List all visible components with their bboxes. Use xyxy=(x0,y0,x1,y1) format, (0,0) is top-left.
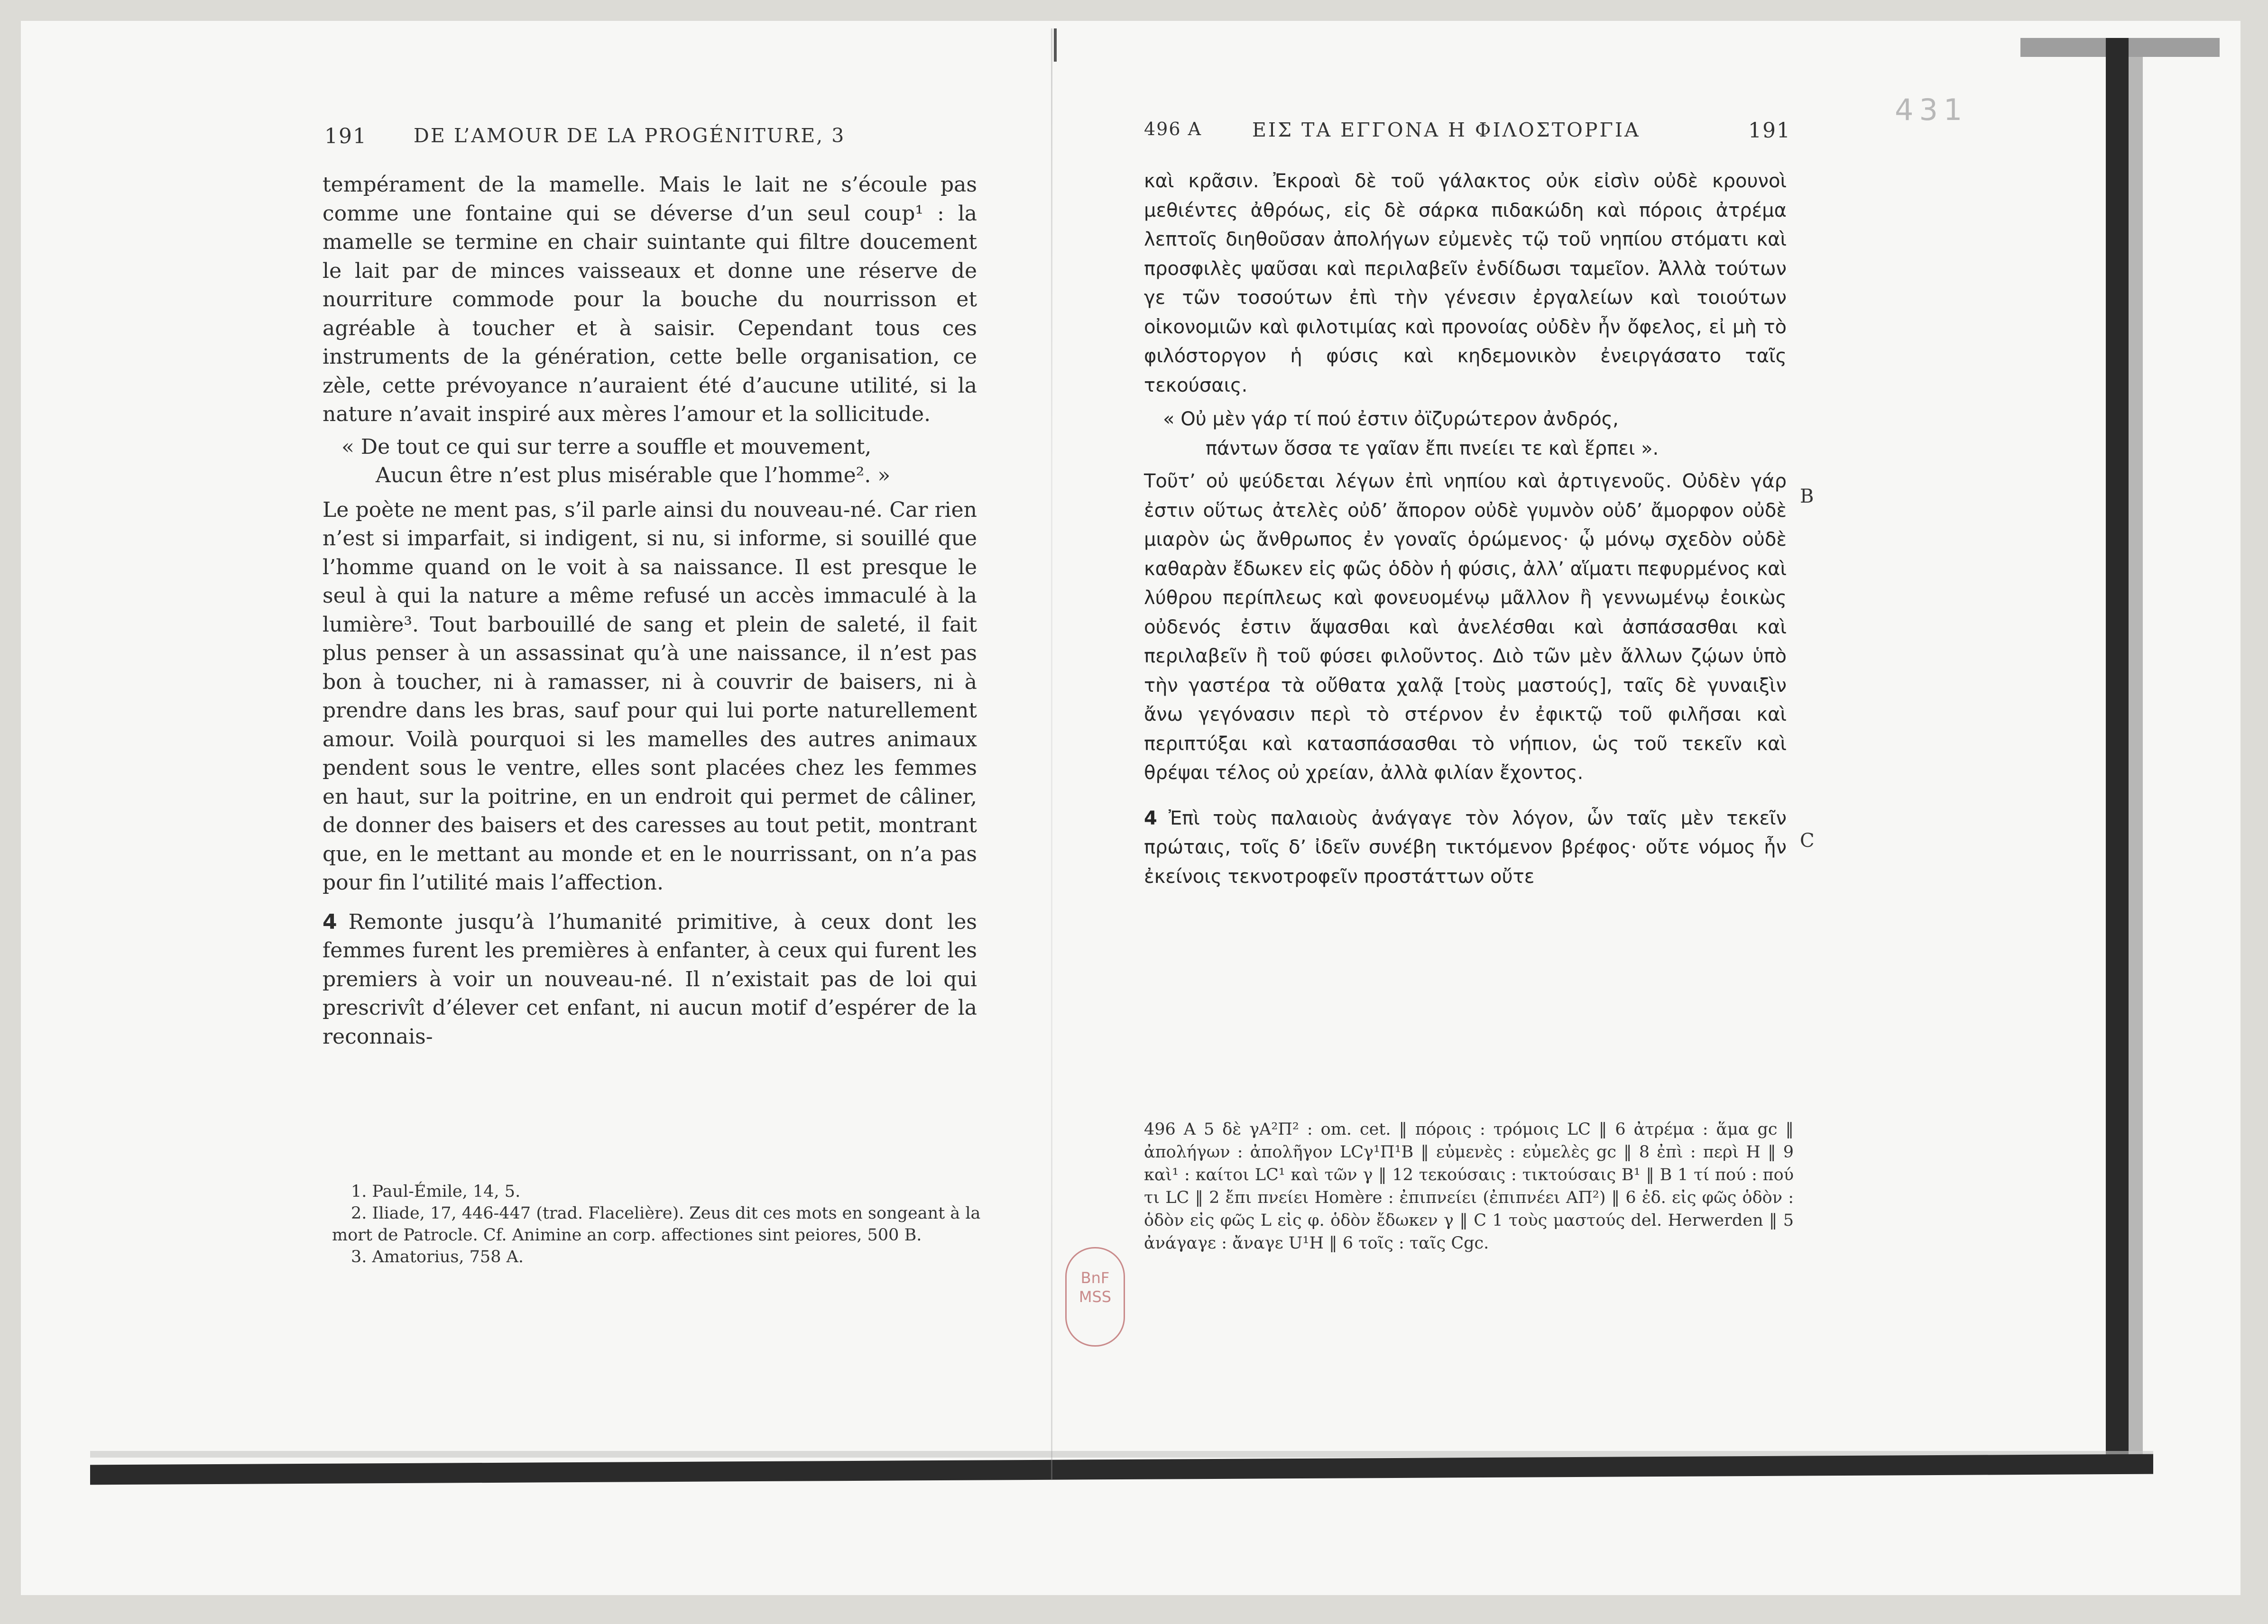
left-quotation xyxy=(323,433,977,490)
left-section-number: 4 xyxy=(323,909,337,934)
right-quote-line-2: πάντων ὅσσα τε γαῖαν ἔπι πνείει τε καὶ ἕρπει ». xyxy=(1206,437,1659,459)
library-stamp: BnF MSS xyxy=(1065,1247,1125,1347)
footnote-3: 3. Amatorius, 758 A. xyxy=(351,1248,524,1266)
left-quote-line-2: Aucun être n’est plus misérable que l’homme². » xyxy=(376,463,891,487)
right-quote-line-1: « Οὐ μὲν γάρ τί πού ἐστιν ὀϊζυρώτερον ἀνδρός, xyxy=(1163,408,1619,430)
left-page-number: 191 xyxy=(324,124,367,148)
right-section-4 xyxy=(1144,804,1787,892)
margin-letter-b: B xyxy=(1800,486,1814,507)
right-page-number: 191 xyxy=(1748,119,1791,143)
left-section-4 xyxy=(323,908,977,1052)
critical-apparatus: 496 A 5 δὲ γA²Π² : om. cet. ‖ πόροις : τρόμοις LC ‖ 6 ἀτρέμα : ἅμα gc ‖ ἀπολήγων : ἀπολῆγον LCγ¹Π¹B ‖ εὐμενὲς : εὐμελὲς gc ‖ 8 ἐπὶ : περὶ H ‖ 9 καὶ¹ : καίτοι LC¹ καὶ τῶν γ ‖ 12 τεκούσαις : τικτούσαις B¹ ‖ B 1 τί πού : πού τι LC ‖ 2 ἔπι πνείει Homère : ἐπιπνείει (ἐπιπνέει AΠ²) ‖ 6 ἐδ. εἰς φῶς ὁδὸν : ὁδὸν εἰς φῶς L εἰς φ. ὁδὸν ἔδωκεν γ ‖ C 1 τοὺς μαστούς del. Herwerden ‖ 5 ἀνάγαγε : ἄναγε U¹H ‖ 6 τοῖς : ταῖς Cgc. xyxy=(1144,1120,1794,1253)
left-paragraph-2: Le poète ne ment pas, s’il parle ainsi du nouveau-né. Car rien n’est si imparfait, si indigent, si nu, si informe, si souillé que l’homme quand on le voit à sa naissance. Il est presque le seul à qui la nature a même refusé un accès immaculé à la lumière³. Tout barbouillé de sang et plein de saleté, il fait plus penser à un assassinat qu’à une naissance, il n’est pas bon à toucher, ni à ramasser, ni à couvrir de baisers, ni à prendre dans les bras, sauf pour qui lui porte naturellement amour. Voilà pourquoi si les mamelles des autres animaux pendent sous le ventre, elles sont placées chez les femmes en haut, sur la poitrine, en un endroit qui permet de câliner, de donner des baisers et des caresses au tout petit, montrant que, en le mettant au monde et en le nourrissant, on n’a pas pour fin l’utilité mais l’affection. xyxy=(323,497,977,895)
left-page-body xyxy=(323,171,977,1051)
spine-mark xyxy=(1054,28,1057,62)
book-spine xyxy=(1051,28,1052,1479)
right-section-number: 4 xyxy=(1144,807,1157,829)
page-edge-right xyxy=(2106,38,2129,1470)
left-running-title: DE L’AMOUR DE LA PROGÉNITURE, 3 xyxy=(414,124,846,147)
right-paragraph-1: καὶ κρᾶσιν. Ἐκροαὶ δὲ τοῦ γάλακτος οὐκ εἰσὶν οὐδὲ κρουνοὶ μεθιέντες ἀθρόως, εἰς δὲ σάρκα πιδακώδη καὶ πόροις ἀτρέμα λεπτοῖς διηθοῦσαν ἀπολήγων εὐμενὲς τῷ τοῦ νηπίου στόματι καὶ προσφιλὲς ψαῦσαι καὶ περιλαβεῖν ἐνδίδωσι ταμεῖον. Ἀλλὰ τούτων γε τῶν τοσούτων ἐπὶ τὴν γένεσιν ἐργαλείων καὶ τοιούτων οἰκονομιῶν καὶ φιλοτιμίας καὶ προνοίας οὐδὲν ἦν ὄφελος, εἰ μὴ τὸ φιλόστοργον ἡ φύσις καὶ κηδεμονικὸν ἐνειργάσατο ταῖς τεκούσαις. xyxy=(1144,170,1787,396)
left-quote-line-1: « De tout ce qui sur terre a souffle et mouvement, xyxy=(341,434,872,459)
page-edge-right-shadow xyxy=(2129,57,2143,1465)
left-paragraph-1: tempérament de la mamelle. Mais le lait ne s’écoule pas comme une fontaine qui se déverse d’un seul coup¹ : la mamelle se termine en chair suintante qui filtre doucement le lait par de minces vaisseaux et donne une réserve de nourriture commode pour la bouche du nourrisson et agréable à toucher et à saisir. Cependant tous ces instruments de la génération, cette belle organisation, ce zèle, cette prévoyance n’auraient été d’aucune utilité, si la nature n’avait inspiré aux mères l’amour et la sollicitude. xyxy=(323,173,977,426)
left-paragraph-3: Remonte jusqu’à l’humanité primitive, à ceux dont les femmes furent les premières à enfanter, à ceux qui furent les premiers à voir un nouveau-né. Il n’existait pas de loi qui prescrivît d’élever cet enfant, ni aucun motif d’espérer de la reconnais- xyxy=(323,909,977,1049)
footnote-1: 1. Paul-Émile, 14, 5. xyxy=(351,1182,521,1201)
right-paragraph-2: Τοῦτ’ οὐ ψεύδεται λέγων ἐπὶ νηπίου καὶ ἀρτιγενοῦς. Οὐδὲν γάρ ἐστιν οὕτως ἀτελὲς οὐδ’ ἄπορον οὐδὲ γυμνὸν οὐδ’ ἄμορφον οὐδὲ μιαρὸν ὡς ἄνθρωπος ἐν γοναῖς ὁρώμενος· ᾧ μόνῳ σχεδὸν οὐδὲ καθαρὰν ἔδωκεν εἰς φῶς ὁδὸν ἡ φύσις, ἀλλ’ αἵματι πεφυρμένος καὶ λύθρου περίπλεως καὶ φονευομένῳ μᾶλλον ἢ γεννωμένῳ ἐοικὼς οὐδενός ἐστιν ἅψασθαι καὶ ἀνελέσθαι καὶ ἀσπάσασθαι καὶ περιλαβεῖν ἢ τοῦ φύσει φιλοῦντος. Διὸ τῶν μὲν ἄλλων ζῴων ὑπὸ τὴν γαστέρα τὰ οὔθατα χαλᾷ [τοὺς μαστούς], ταῖς δὲ γυναιξὶν ἄνω γεγόνασιν περὶ τὸ στέρνον ἐν ἐφικτῷ τοῦ φιλῆσαι καὶ περιπτύξαι καὶ κατασπάσασθαι τὸ νήπιον, ὡς τοῦ τεκεῖν καὶ θρέψαι τέλος οὐ χρείαν, ἀλλὰ φιλίαν ἔχοντος. xyxy=(1144,470,1787,784)
right-running-title: ΕΙΣ ΤΑ ΕΓΓΟΝΑ Η ΦΙΛΟΣΤΟΡΓΙΑ xyxy=(1252,119,1641,141)
right-page-body xyxy=(1144,167,1787,891)
folio-number: 431 xyxy=(1895,92,1968,127)
right-reference: 496 A xyxy=(1144,119,1202,139)
right-paragraph-3: Ἐπὶ τοὺς παλαιοὺς ἀνάγαγε τὸν λόγον, ὧν ταῖς μὲν τεκεῖν πρώταις, τοῖς δ’ ἰδεῖν συνέβη τικτόμενον βρέφος· οὔτε νόμος ἦν ἐκείνοις τεκνοτροφεῖν προστάττων οὔτε xyxy=(1144,807,1787,888)
margin-letter-c: C xyxy=(1800,830,1815,852)
footnote-2: 2. Iliade, 17, 446-447 (trad. Flacelière). Zeus dit ces mots en songeant à la mort de Patrocle. Cf. Animine an corp. affectiones sint peiores, 500 B. xyxy=(332,1204,981,1245)
left-footnotes xyxy=(332,1181,982,1268)
right-quotation xyxy=(1144,405,1787,463)
